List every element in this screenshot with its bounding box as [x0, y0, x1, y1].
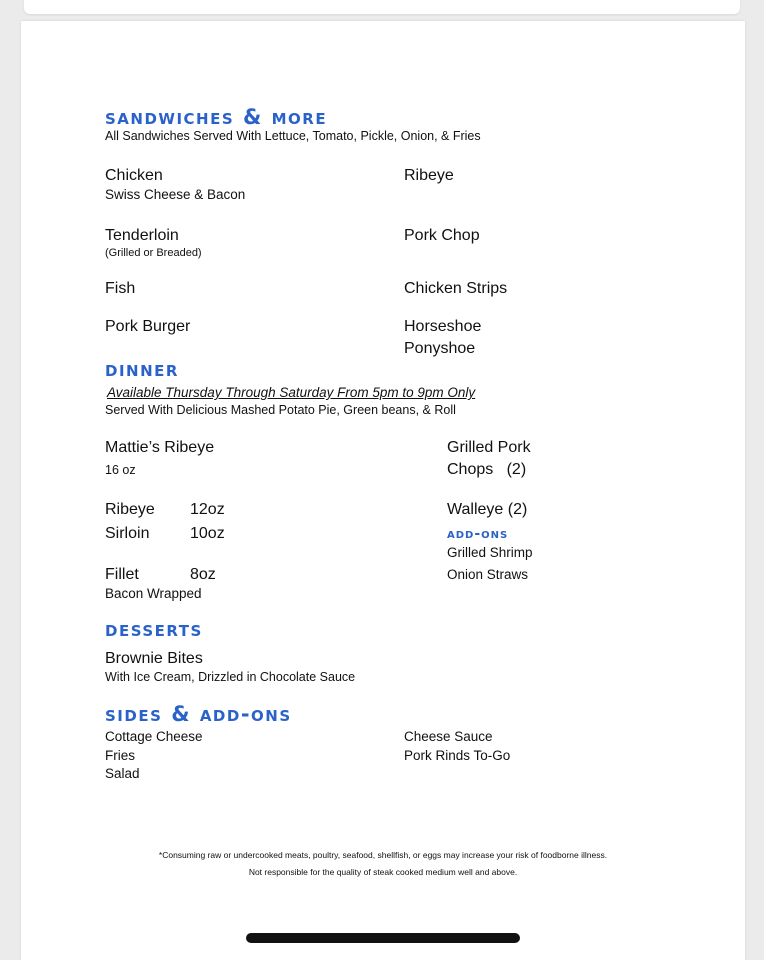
menu-item-matties-ribeye: Mattie’s Ribeye [105, 439, 215, 456]
home-indicator[interactable] [246, 933, 520, 943]
menu-item-ponyshoe: Ponyshoe [404, 340, 476, 357]
menu-item-cottage-cheese: Cottage Cheese [105, 729, 203, 744]
menu-item-sirloin: Sirloin [105, 525, 150, 542]
sandwiches-note: All Sandwiches Served With Lettuce, Tomato, Pickle, Onion, & Fries [105, 129, 481, 143]
dinner-served-with: Served With Delicious Mashed Potato Pie, Green beans, & Roll [105, 403, 456, 417]
menu-item-desc: Bacon Wrapped [105, 586, 202, 601]
menu-item-fish: Fish [105, 280, 136, 297]
section-title-sandwiches: sandwiches & more [105, 105, 328, 129]
menu-item-desc: Swiss Cheese & Bacon [105, 187, 246, 202]
menu-item-brownie-bites: Brownie Bites [105, 650, 203, 667]
menu-item-size: 12oz [190, 501, 225, 518]
menu-item-horseshoe: Horseshoe [404, 318, 482, 335]
menu-item-size: 8oz [190, 566, 216, 583]
menu-item-desc: With Ice Cream, Drizzled in Chocolate Sauce [105, 670, 356, 684]
menu-item-chicken-strips: Chicken Strips [404, 280, 508, 297]
section-title-desserts: desserts [105, 617, 203, 641]
menu-item-pork-chop: Pork Chop [404, 227, 480, 244]
menu-item-salad: Salad [105, 766, 140, 781]
menu-item-pork-rinds: Pork Rinds To-Go [404, 748, 511, 763]
section-title-sides: sides & add-ons [105, 702, 292, 726]
menu-item-chicken: Chicken [105, 167, 163, 184]
subsection-title-add-ons: add-ons [447, 526, 509, 542]
menu-item-ribeye-dinner: Ribeye [105, 501, 155, 518]
menu-item-chops: Chops (2) [447, 461, 527, 478]
menu-item-grilled-pork: Grilled Pork [447, 439, 531, 456]
menu-item-ribeye: Ribeye [404, 167, 454, 184]
menu-item-desc: (Grilled or Breaded) [105, 247, 202, 259]
menu-item-size: 16 oz [105, 463, 136, 477]
menu-item-cheese-sauce: Cheese Sauce [404, 729, 493, 744]
menu-item-onion-straws: Onion Straws [447, 567, 529, 582]
menu-item-fries: Fries [105, 748, 135, 763]
footer-warning: *Consuming raw or undercooked meats, poultry, seafood, shellfish, or eggs may increase your risk of foodborne illness. [158, 850, 608, 860]
dinner-availability: Available Thursday Through Saturday From 5pm to 9pm Only [107, 385, 476, 400]
menu-item-tenderloin: Tenderloin [105, 227, 179, 244]
previous-page-edge [24, 0, 740, 14]
menu-page [21, 21, 745, 960]
menu-item-grilled-shrimp: Grilled Shrimp [447, 545, 533, 560]
section-title-dinner: dinner [105, 357, 179, 381]
footer-disclaimer: Not responsible for the quality of steak cooked medium well and above. [248, 867, 518, 877]
menu-item-fillet: Fillet [105, 566, 139, 583]
menu-item-walleye: Walleye (2) [447, 501, 528, 518]
menu-item-size: 10oz [190, 525, 225, 542]
menu-item-pork-burger: Pork Burger [105, 318, 191, 335]
